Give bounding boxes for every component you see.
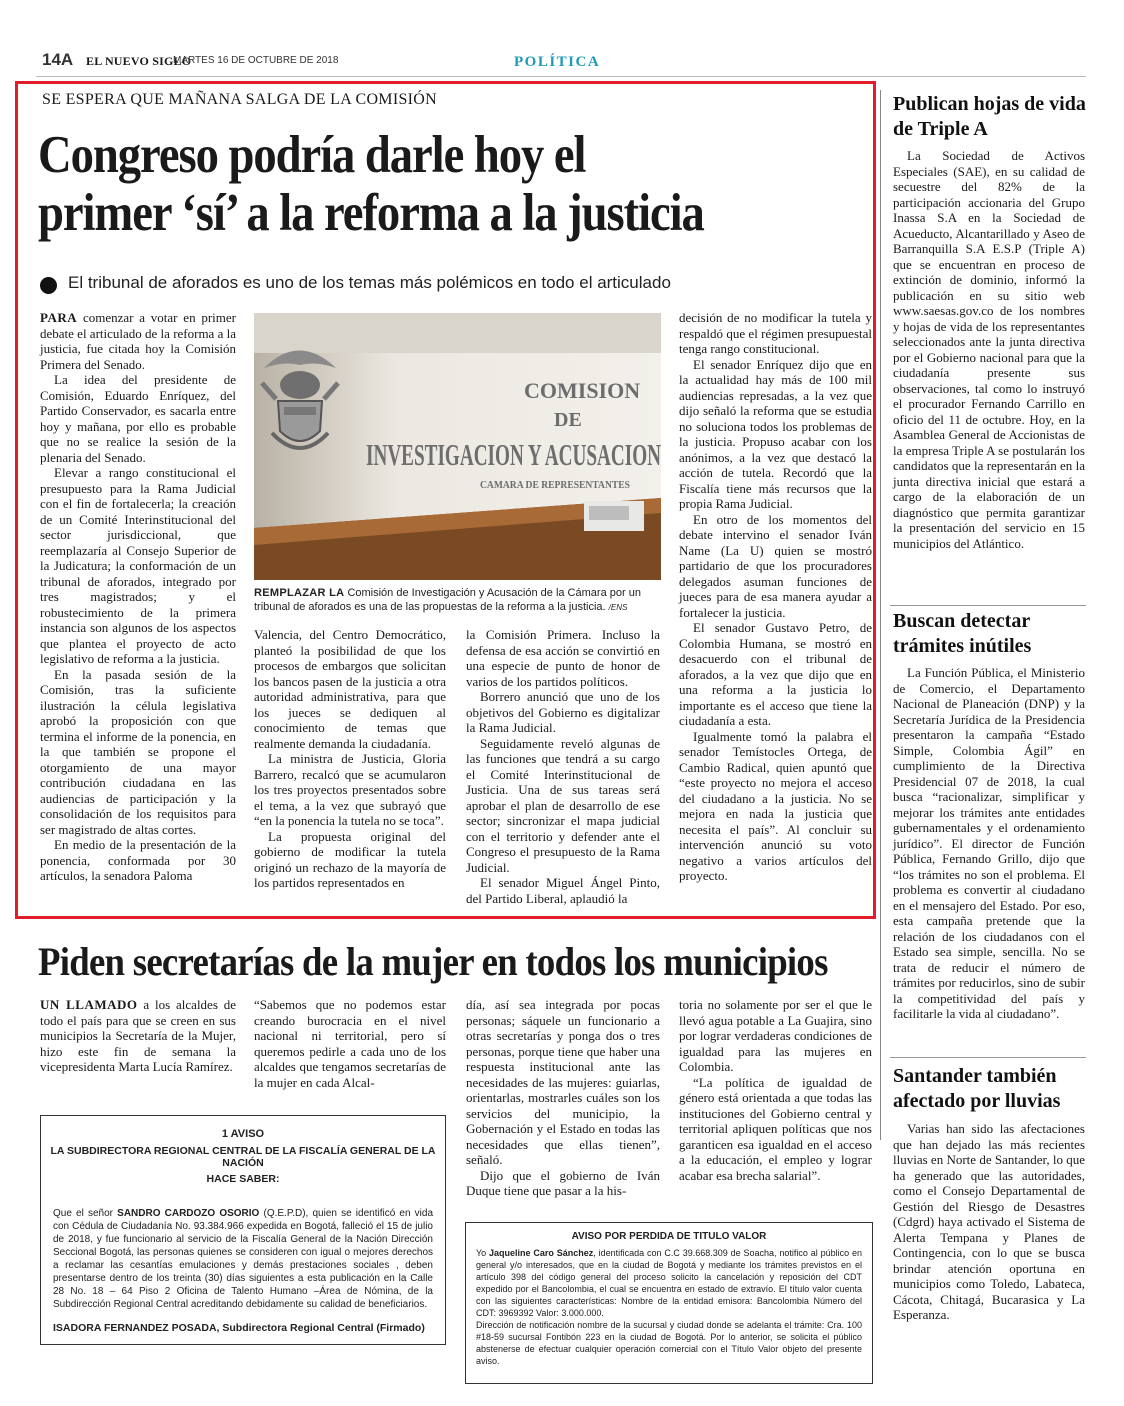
main-headline-line2: primer ‘sí’ a la reforma a la justicia xyxy=(38,184,704,242)
right-story-2 xyxy=(893,665,1085,1022)
main-col1-p2: La idea del presidente de Comisión, Eduardo Enríquez, del Partido Conservador, es sacarla entre hoy y mañana, por ello es probable que no se realice la sesión de la plenaria del Senado. xyxy=(40,372,236,465)
photo-sign-line1: COMISION xyxy=(524,378,641,403)
right-headline-1: Publican hojas de vida de Triple A xyxy=(893,93,1086,140)
main-col4-p3: En otro de los momentos del debate intervino el senador Iván Name (La U) quien se mostró partidario de que los procuradores delegados asuman funciones de jueces para de esa manera ayudar a fortalecer la justicia. xyxy=(679,511,872,620)
second-col1-p1: UN LLAMADO a los alcaldes de todo el país para que se creen en sus municipios la Secretaría de la Mujer, hizo este fin de semana la vicepresidenta Marta Lucía Ramírez. xyxy=(40,997,236,1074)
main-col1-p1: PARA comenzar a votar en primer debate el articulado de la reforma a la justicia, fue citada hoy la Comisión Primera del Senado. xyxy=(40,310,236,372)
photo-sign-line3: INVESTIGACION Y ACUSACION xyxy=(366,437,661,472)
main-col2-p3: La propuesta original del gobierno de modificar la tutela originó un rechazo de la mayoría de los partidos representados en xyxy=(254,828,446,890)
notice1-name: SANDRO CARDOZO OSORIO xyxy=(117,1208,260,1219)
second-column-2 xyxy=(254,997,446,1090)
caption-credit: /ENS xyxy=(608,603,628,612)
main-col3-p1: la Comisión Primera. Incluso la defensa de esa acción se convirtió en una especie de punto de honor de varios de los partidos políticos. xyxy=(466,627,660,689)
main-col1-p4: En la pasada sesión de la Comisión, tras la suficiente ilustración la célula legislativa aprobó la proposición con que termina el informe de la ponencia, en la que también se propone el otorgamiento de una mayor contribución ciudadana en las audiencias de participación y la consolidación de los requisitos para ser magistrado de altas cortes. xyxy=(40,666,236,837)
second-col4-p2: “La política de igualdad de género está orientada a que todas las instituciones del Gobierno central y territorial apliquen políticas que nos garanticen esa igualdad en el acceso a la educación, el empleo y lograr acabar esa brecha salarial”. xyxy=(679,1074,872,1183)
second-column-3 xyxy=(466,997,660,1199)
right-headline-2: Buscan detectar trámites inútiles xyxy=(893,610,1032,657)
main-headline-line1: Congreso podría darle hoy el xyxy=(38,126,586,184)
second-col4-p1: toria no solamente por ser el que le llevó agua potable a La Guajira, sino por lograr verdaderas condiciones de igualdad para las mujeres en Colombia. xyxy=(679,997,872,1074)
main-col4-p1: decisión de no modificar la tutela y respaldó que el régimen presupuestal tenga rango constitucional. xyxy=(679,310,872,356)
right-story-3 xyxy=(893,1121,1085,1323)
notice1-body: Que el señor SANDRO CARDOZO OSORIO (Q.E.P.D), quien se identificó en vida con Cédula de Ciudadanía No. 93.384.966 expedida en Bogotá, falleció el 15 de julio de 2018, y fue funcionario al servicio de la Fiscalía General de la Nación Dirección Seccional Bogotá, las personas quienes se consideren con igual o mejores derechos a reclamar las cesantías emulaciones y demás prestaciones sociales , deben presentarse dentro de los treinta (30) días siguientes a esta publicación en la Calle 28 No. 18 – 64 Piso 2 Oficina de Talento Humano –Área de Nómina, de la Subdirección Regional Central acreditando debidamente su calidad de beneficiarios. xyxy=(53,1208,434,1310)
second-col3-p2: Dijo que el gobierno de Iván Duque tiene que pasar a la his- xyxy=(466,1167,660,1198)
right-divider-1 xyxy=(890,605,1086,606)
main-col4-p5: Igualmente tomó la palabra el senador Temístocles Ortega, de Cambio Radical, quien apuntó que “este proyecto no mejora el acceso del ciudadano a la justicia. No se mejora en nada la justicia que necesita el país”. Al concluir su intervención anunció su voto negativo a varios artículos del proyecto. xyxy=(679,728,872,883)
second-col3-p1: día, así sea integrada por pocas personas; sáquele un funcionario a otras secretarías y ponga dos o tres personas, porque tiene que haber una respuesta institucional ante las necesidades de las mujeres: guiarlas, orientarlas, mostrarles cuáles son los servicios del municipio, la Gobernación y el Estado en todas las necesidades que ellas tienen”, señaló. xyxy=(466,997,660,1167)
right-text-3: Varias han sido las afectaciones que han dejado las más recientes lluvias en Norte de Santander, lo que ha generado que las autoridades, como el Consejo Departamental de Gestión del Riesgo de Desastres (Cdgrd) haya activado el Sistema de Alerta Tempana y Planes de Contingencia, con lo que se busca brindar atención oportuna en municipios como Toledo, Labateca, Cácota, Chitagá, Bucarasica y La Esperanza. xyxy=(893,1121,1085,1322)
legal-notice-2 xyxy=(465,1222,873,1384)
notice1-title: 1 AVISO xyxy=(221,1128,265,1140)
main-col3-p2: Borrero anunció que uno de los objetivos del Gobierno es digitalizar la Rama Judicial. xyxy=(466,689,660,735)
notice2-title: AVISO POR PERDIDA DE TITULO VALOR xyxy=(571,1231,767,1242)
photo-sign-line2: DE xyxy=(554,409,582,431)
highlight-frame xyxy=(15,81,876,919)
notice2-body-2: Dirección de notificación nombre de la sucursal y ciudad donde se adelanta el trámite: Cra. 100 #18-59 sucursal Fontibón 223 en la ciudad de Bogotá. Por lo anterior, se solicita el público abstenerse de efectuar cualquier operación comercial con el Título Valor objeto del presente aviso. xyxy=(476,1320,862,1366)
right-headline-3: Santander también afectado por lluvias xyxy=(893,1065,1061,1112)
right-text-2: La Función Pública, el Ministerio de Comercio, el Departamento Nacional de Planeación (DNP) y la Secretaría Jurídica de la Presidencia presentaron la campaña “Estado Simple, Colombia Ágil” en cumplimiento de la Directiva Presidencial 07 de 2018, la cual busca “racionalizar, simplificar y mejorar los trámites ante entidades gubernamentales y el ordenamiento jurídico”. El director de Función Pública, Fernando Grillo, dijo que “los trámites no son el problema. El problema es convertir al ciudadano en el mensajero del Estado. Por eso, esta campaña pretende que la relación de los ciudadanos con el Estado sea simple, sencilla. No se trata de reducir el número de trámites por reducirlos, sino de subir la competitividad del país y facilitarle la vida al ciudadano”. xyxy=(893,665,1085,1021)
caption-lead: REMPLAZAR LA xyxy=(254,587,345,599)
main-kicker: SE ESPERA QUE MAÑANA SALGA DE LA COMISIÓN xyxy=(42,91,438,108)
photo-sign-line4: CAMARA DE REPRESENTANTES xyxy=(480,479,630,491)
notice2-body: Yo Jaqueline Caro Sánchez, identificada con C.C 39.668.309 de Soacha, notifico al público en general y/o interesados, que en la ciudad de Bogotá y mediante los trámites previstos en el artículo 398 del código general del proceso solicito la cancelación y reposición del CDT expedido por el Bancolombia, el cual se encuentra en estado de extravío. El título valor cuenta con las siguientes características: Nombre de la entidad emisora: Bancolombia Número del CDT: 3969392 Valor: 3.000.000. xyxy=(476,1248,862,1318)
second-col2-p1: “Sabemos que no podemos estar creando burocracia en el nivel nacional ni territorial, pero sí queremos pedirle a cada uno de los alcaldes que tengamos secretarías de la mujer en cada Alcal- xyxy=(254,997,446,1090)
right-text-1: La Sociedad de Activos Especiales (SAE), en su calidad de secuestre del 82% de la participación accionaria del Grupo Inassa S.A en la Sociedad de Acueducto, Alcantarillado y Aseo de Barranquilla S.A E.S.P (Triple A) que se encuentran en proceso de extinción de dominio, informó la publicación en su sitio web www.saesas.gov.co de los nombres y hojas de vida de los representantes seleccionados ante la junta directiva por el Gobierno nacional para que la ciudadanía presente sus observaciones, tal como lo instruyó el procurador Fernando Carrillo en oficio del 11 de octubre. Hoy, en la Asamblea General de Accionistas de la empresa Triple A se postularán los candidatos que la representarán en la junta directiva inicial que estará a cargo de la elaboración de un diagnóstico que permita garantizar la presentación del servicio en 15 municipios del Atlántico. xyxy=(893,148,1085,551)
second-headline: Piden secretarías de la mujer en todos los municipios xyxy=(38,939,828,984)
right-column-rule xyxy=(880,90,881,1140)
main-col3-p4: El senador Miguel Ángel Pinto, del Partido Liberal, aplaudió la xyxy=(466,875,660,906)
notice2-name: Jaqueline Caro Sánchez xyxy=(489,1248,594,1258)
main-col1-p5: En medio de la presentación de la ponencia, conformada por 30 artículos, la senadora Paloma xyxy=(40,837,236,883)
main-col3-p3: Seguidamente reveló algunas de las funciones que tendrá a su cargo el Comité Interinstitucional de Justicia. Una de sus tareas será aprobar el plan de desarrollo de ese sector; sincronizar el mapa judicial con el territorio y defender ante el Congreso el presupuesto de la Rama Judicial. xyxy=(466,735,660,875)
notice1-subtitle2: HACE SABER: xyxy=(206,1173,280,1185)
main-col4-p4: El senador Gustavo Petro, de Colombia Humana, se mostró en desacuerdo con el tribunal de aforados, a la vez que dijo que en una reforma a la justicia lo importante es el acceso que tiene la ciudadanía a esta. xyxy=(679,620,872,728)
notice1-subtitle: LA SUBDIRECTORA REGIONAL CENTRAL DE LA FISCALÍA GENERAL DE LA NACIÓN xyxy=(50,1145,436,1169)
page-number: 14A xyxy=(42,50,74,69)
main-col1-p3: Elevar a rango constitucional el presupuesto para la Rama Judicial con el fin de fortalecerla; la creación de un Comité Interinstitucional del sector jurisdiccional, que reemplazaría al Consejo Superior de la Judicatura; la conformación de un tribunal de aforados, integrado por tres magistrados; y el robustecimiento de la primera instancia son algunos de los aspectos que plantea el proyecto de acto legislativo de reforma a la justicia. xyxy=(40,465,236,666)
main-col2-p2: La ministra de Justicia, Gloria Barrero, recalcó que se acumularon los tres proyectos presentados sobre el tema, a la vez que subrayó que “en la ponencia la tutela no se toca”. xyxy=(254,751,446,828)
newspaper-name: EL NUEVO SIGLO xyxy=(86,54,192,68)
caption-text: Comisión de Investigación y Acusación de la Cámara por un tribunal de aforados es una de las propuestas de la reforma a la justicia. xyxy=(254,587,641,613)
main-col2-p1: Valencia, del Centro Democrático, planteó la posibilidad de que los procesos de embargos que solicitan los bancos pasen de la justicia a otra autoridad administrativa, para que los jueces se dediquen al conocimiento de temas que realmente demanda la ciudadanía. xyxy=(254,627,446,751)
main-lead-word: PARA xyxy=(40,310,78,325)
second-lead-word: UN LLAMADO xyxy=(40,997,138,1012)
right-divider-2 xyxy=(890,1057,1086,1058)
header-rule xyxy=(36,76,1086,77)
notice1-signature: ISADORA FERNANDEZ POSADA, Subdirectora Regional Central (Firmado) xyxy=(53,1322,425,1334)
legal-notice-1 xyxy=(40,1115,446,1345)
main-col4-p2: El senador Enríquez dijo que en la actualidad hay más de 100 mil audiencias represadas, a la vez que dijo señaló la reforma que se estudia no soluciona todos los problemas de la justicia. Propuso acabar con los anónimos, a la vez que destacó la acción de tutela. Recordó que la Fiscalía tiene más recursos que la propia Rama Judicial. xyxy=(679,356,872,511)
right-story-1 xyxy=(893,148,1085,551)
second-column-4 xyxy=(679,997,872,1183)
issue-date: MARTES 16 DE OCTUBRE DE 2018 xyxy=(173,55,339,66)
section-name: POLÍTICA xyxy=(514,54,601,70)
main-subhead: El tribunal de aforados es uno de los temas más polémicos en todo el articulado xyxy=(68,273,671,292)
second-column-1 xyxy=(40,997,236,1075)
